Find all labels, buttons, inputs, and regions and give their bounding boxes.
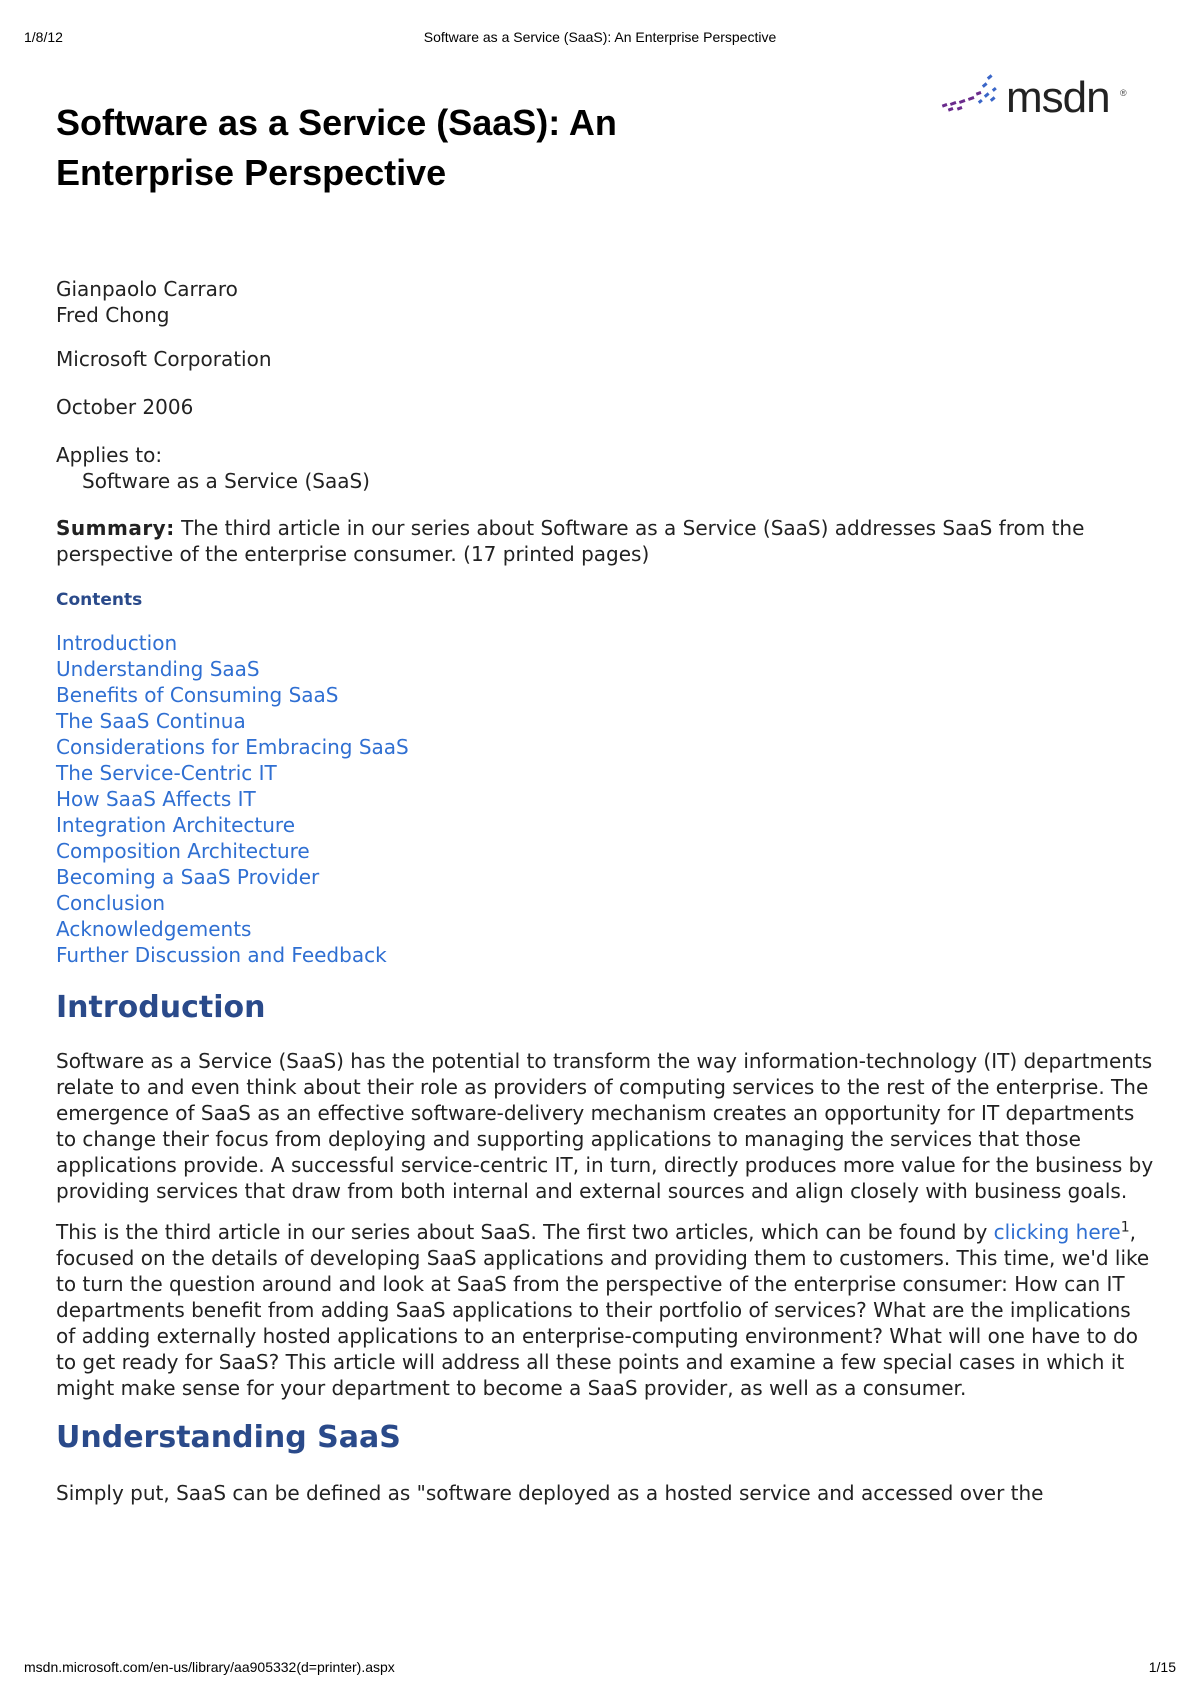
applies-to [56,442,1156,494]
summary [56,515,1156,567]
understanding-paragraph-1: Simply put, SaaS can be defined as "software deployed as a hosted service and accessed over the [56,1481,1044,1505]
msdn-logo [940,70,1130,130]
article-body [56,276,1156,1521]
table-of-contents [56,630,1156,968]
print-footer [24,1659,1176,1679]
introduction-paragraph-1: Software as a Service (SaaS) has the potential to transform the way information-technology (IT) departments relate to and even think about their role as providers of computing services to the rest of the enterprise. The emergence of SaaS as an effective software-delivery mechanism creates an opportunity for IT departments to change their focus from deploying and supporting applications to managing the services that those applications provide. A successful service-centric IT, in turn, directly produces more value for the business by providing services that draw from both internal and external sources and align closely with business goals. [56,1049,1154,1203]
toc-item [56,682,1156,708]
footnote-marker: 1 [1120,1219,1130,1236]
introduction-paragraph-2 [56,1219,1156,1401]
author-list [56,276,1156,328]
toc-item [56,942,1156,968]
toc-link-continua[interactable]: The SaaS Continua [56,709,246,733]
toc-link-becoming-provider[interactable]: Becoming a SaaS Provider [56,865,320,889]
print-header [24,29,1176,49]
print-header-title: Software as a Service (SaaS): An Enterprise Perspective [423,29,777,45]
author-name: Gianpaolo Carraro [56,277,238,301]
toc-link-introduction[interactable]: Introduction [56,631,178,655]
applies-to-value: Software as a Service (SaaS) [82,469,370,493]
toc-link-conclusion[interactable]: Conclusion [56,891,165,915]
section-heading-introduction: Introduction [56,990,266,1025]
toc-link-acknowledgements[interactable]: Acknowledgements [56,917,252,941]
summary-text: The third article in our series about Software as a Service (SaaS) addresses SaaS from the perspective of the enterprise consumer. (17 printed pages) [56,516,1085,566]
publish-date: October 2006 [56,395,194,419]
msdn-wordmark: msdn [1006,73,1110,122]
toc-item [56,760,1156,786]
toc-item [56,656,1156,682]
toc-link-composition-architecture[interactable]: Composition Architecture [56,839,310,863]
page-title: Software as a Service (SaaS): An Enterprise Perspective [56,102,617,193]
paragraph-text: This is the third article in our series about SaaS. The first two articles, which can be found by [56,1220,994,1244]
msdn-trademark: ® [1120,88,1127,98]
paragraph-text: , focused on the details of developing SaaS applications and providing them to customers. This time, we'd like to turn the question around and look at SaaS from the perspective of the enterprise consumer: How can IT departments benefit from adding SaaS applications to their portfolio of services? What are the implications of adding externally hosted applications to an enterprise-computing environment? What will one have to do to get ready for SaaS? This article will address all these points and examine a few special cases in which it might make sense for your department to become a SaaS provider, as well as a consumer. [56,1220,1150,1400]
toc-item [56,708,1156,734]
toc-link-benefits[interactable]: Benefits of Consuming SaaS [56,683,339,707]
toc-link-considerations[interactable]: Considerations for Embracing SaaS [56,735,409,759]
print-footer-url: msdn.microsoft.com/en-us/library/aa905332(d=printer).aspx [24,1659,395,1675]
section-heading-understanding-saas: Understanding SaaS [56,1420,401,1455]
toc-link-further-discussion[interactable]: Further Discussion and Feedback [56,943,387,967]
toc-item [56,786,1156,812]
toc-item [56,734,1156,760]
contents-heading: Contents [56,590,143,610]
toc-link-how-saas-affects-it[interactable]: How SaaS Affects IT [56,787,256,811]
msdn-logo-dots-icon [940,70,1010,120]
page-number: 1/15 [1148,1659,1176,1675]
toc-link-integration-architecture[interactable]: Integration Architecture [56,813,296,837]
toc-link-understanding-saas[interactable]: Understanding SaaS [56,657,260,681]
author-name: Fred Chong [56,303,170,327]
print-date: 1/8/12 [24,29,63,45]
toc-item [56,630,1156,656]
toc-item [56,890,1156,916]
toc-item [56,812,1156,838]
toc-item [56,838,1156,864]
company-name: Microsoft Corporation [56,347,272,371]
toc-item [56,916,1156,942]
summary-label: Summary: [56,516,175,540]
toc-link-service-centric-it[interactable]: The Service-Centric IT [56,761,277,785]
applies-to-label: Applies to: [56,443,163,467]
clicking-here-link[interactable]: clicking here [993,1220,1121,1244]
toc-item [56,864,1156,890]
